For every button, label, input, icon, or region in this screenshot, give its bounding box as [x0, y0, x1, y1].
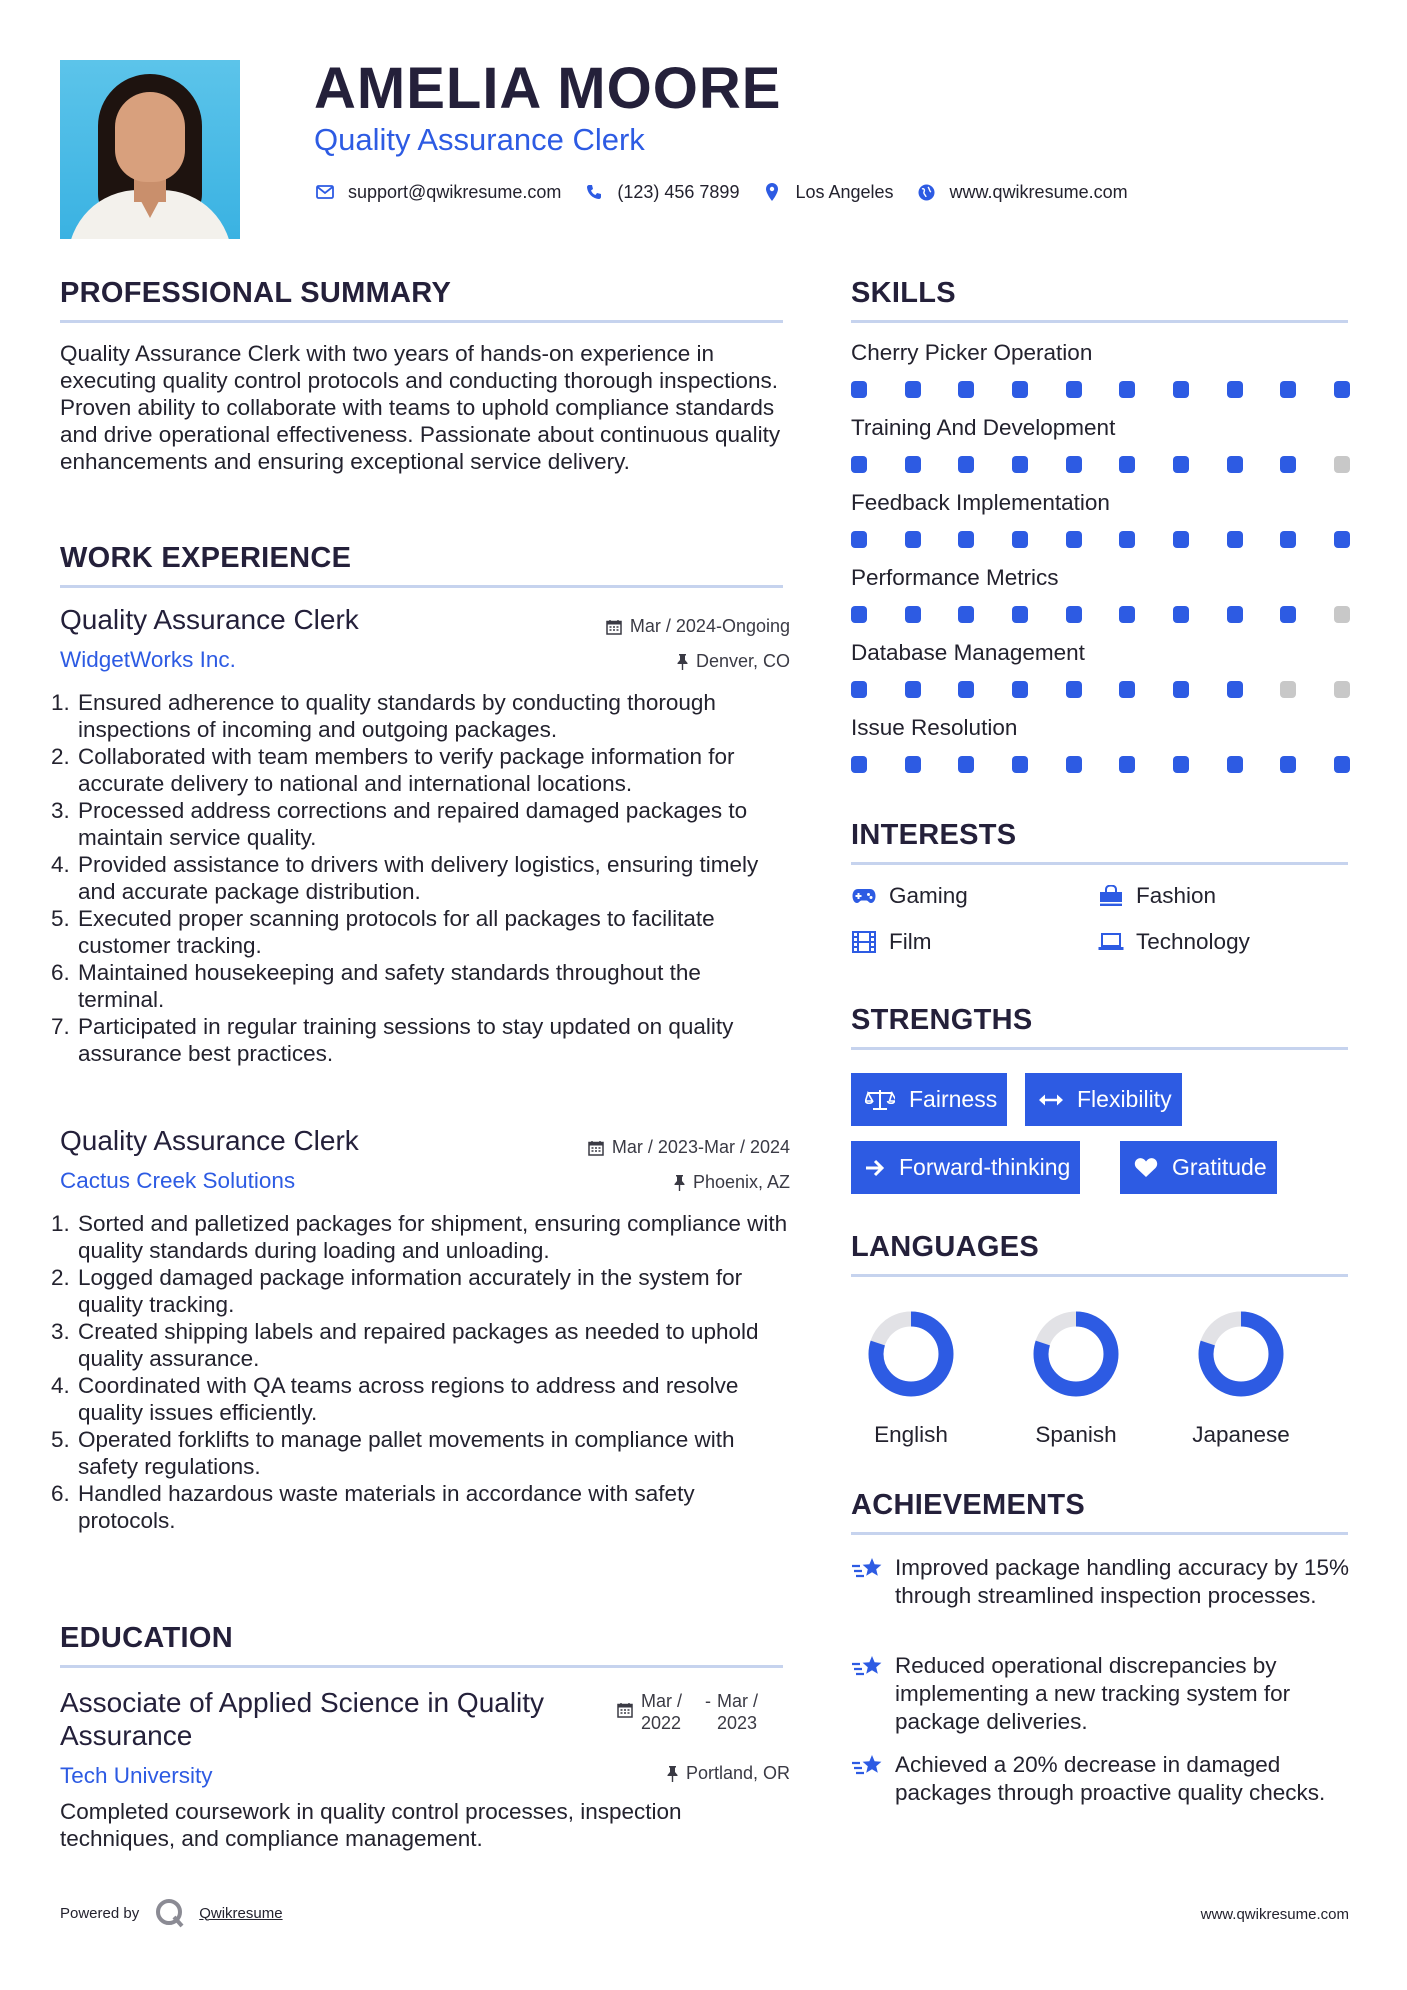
list-item: 1. Sorted and palletized packages for shipment, ensuring compliance with quality standards during loading and unloading.	[51, 1211, 788, 1263]
arrow-right-icon	[865, 1159, 885, 1177]
skills-divider	[851, 320, 1348, 323]
language-item	[1001, 1310, 1151, 1448]
achievement-item	[851, 1554, 1351, 1610]
experience-divider	[60, 585, 783, 588]
list-item: 4. Coordinated with QA teams across regions to address and resolve quality issues efficiently.	[51, 1373, 739, 1425]
achievement-item	[851, 1751, 1351, 1807]
rating-dot-filled	[1173, 756, 1189, 773]
rating-dot-filled	[1119, 756, 1135, 773]
rating-dot-filled	[1119, 531, 1135, 548]
skill-rating	[851, 606, 1350, 623]
location-text: Los Angeles	[795, 181, 894, 202]
interest-item-gaming	[851, 883, 968, 909]
shopping-bag-icon	[1098, 885, 1124, 907]
achievement-text: Achieved a 20% decrease in damaged packages through proactive quality checks.	[895, 1752, 1326, 1805]
rating-dot-filled	[1227, 681, 1243, 698]
education-heading: EDUCATION	[60, 1622, 233, 1654]
envelope-icon	[314, 185, 336, 199]
rating-dot-filled	[1066, 681, 1082, 698]
rating-dot-filled	[958, 756, 974, 773]
list-item: 6. Handled hazardous waste materials in accordance with safety protocols.	[51, 1481, 695, 1533]
summary-text: Quality Assurance Clerk with two years of hands-on experience in executing quality control protocols and conducting thorough inspections. Proven ability to collaborate with teams to uphold compliance standards and drive operational effectiveness. Passionate about continuous quality enhancements and ensuring exceptional service delivery.	[60, 341, 781, 474]
list-item: 7. Participated in regular training sessions to stay updated on quality assurance best practices.	[51, 1014, 734, 1066]
contact-phone[interactable]	[583, 182, 739, 203]
balance-scale-icon	[865, 1089, 895, 1111]
map-pin-icon	[761, 183, 783, 201]
phone-text: (123) 456 7899	[617, 181, 740, 202]
skill-name: Issue Resolution	[851, 715, 1018, 740]
language-name: English	[874, 1422, 948, 1447]
rating-dot-filled	[905, 681, 921, 698]
list-item: 2. Logged damaged package information accurately in the system for quality tracking.	[51, 1265, 743, 1317]
rating-dot-filled	[1173, 531, 1189, 548]
strength-chip-gratitude	[1120, 1141, 1277, 1194]
rating-dot-filled	[1173, 381, 1189, 398]
experience-heading: WORK EXPERIENCE	[60, 542, 352, 574]
job-date-text: Mar / 2024-Ongoing	[629, 616, 790, 636]
rating-dot-filled	[958, 681, 974, 698]
job-location-text: Phoenix, AZ	[692, 1172, 790, 1192]
rating-dot-empty	[1334, 456, 1350, 473]
laptop-icon	[1098, 933, 1124, 951]
interest-label: Film	[889, 929, 932, 954]
contact-email[interactable]	[314, 182, 561, 203]
interest-item-fashion	[1098, 883, 1216, 909]
strengths-heading: STRENGTHS	[851, 1004, 1033, 1036]
pushpin-icon	[674, 1175, 685, 1191]
summary-divider	[60, 320, 783, 323]
list-item: 6. Maintained housekeeping and safety standards throughout the terminal.	[51, 960, 701, 1012]
rating-dot-filled	[851, 606, 867, 623]
language-item	[1166, 1310, 1316, 1448]
skill-rating	[851, 531, 1350, 548]
rating-dot-empty	[1334, 681, 1350, 698]
date-separator: -	[705, 1691, 711, 1711]
list-item: 1. Ensured adherence to quality standards by conducting thorough inspections of incoming and outgoing packages.	[51, 690, 716, 742]
website-text: www.qwikresume.com	[949, 181, 1128, 202]
rating-dot-filled	[1227, 756, 1243, 773]
candidate-title: Quality Assurance Clerk	[314, 122, 645, 157]
email-text: support@qwikresume.com	[348, 181, 562, 202]
language-donut	[1197, 1310, 1285, 1398]
rating-dot-filled	[958, 456, 974, 473]
job-company[interactable]: Cactus Creek Solutions	[60, 1168, 296, 1193]
rating-dot-filled	[1227, 606, 1243, 623]
list-item: 4. Provided assistance to drivers with delivery logistics, ensuring timely and accurate package distribution.	[51, 852, 759, 904]
achievement-text: Reduced operational discrepancies by implementing a new tracking system for package deliveries.	[895, 1653, 1291, 1734]
shooting-star-icon	[851, 1652, 895, 1736]
strength-chip-fairness	[851, 1073, 1007, 1126]
powered-by-text: Powered by	[60, 1904, 140, 1922]
rating-dot-filled	[851, 756, 867, 773]
skill-name: Database Management	[851, 640, 1085, 665]
achievements-heading: ACHIEVEMENTS	[851, 1489, 1086, 1521]
rating-dot-filled	[905, 456, 921, 473]
rating-dot-filled	[1066, 606, 1082, 623]
rating-dot-filled	[1280, 531, 1296, 548]
phone-icon	[583, 184, 605, 200]
profile-photo	[60, 60, 240, 239]
rating-dot-filled	[1334, 381, 1350, 398]
job-location	[677, 651, 790, 672]
interest-item-technology	[1098, 929, 1250, 955]
rating-dot-filled	[1066, 756, 1082, 773]
rating-dot-filled	[1173, 606, 1189, 623]
list-item: 2. Collaborated with team members to verify package information for accurate delivery to national and international locations.	[51, 744, 735, 796]
calendar-icon	[606, 619, 622, 635]
degree-title: Associate of Applied Science in Quality Assurance	[60, 1687, 545, 1751]
languages-heading: LANGUAGES	[851, 1231, 1039, 1263]
education-start: Mar / 2022	[641, 1691, 683, 1733]
list-item: 3. Processed address corrections and repaired damaged packages to maintain service quality.	[51, 798, 748, 850]
film-icon	[851, 931, 877, 953]
summary-heading: PROFESSIONAL SUMMARY	[60, 277, 452, 309]
list-item: 3. Created shipping labels and repaired packages as needed to uphold quality assurance.	[51, 1319, 759, 1371]
language-name: Spanish	[1035, 1422, 1117, 1447]
job-date	[606, 616, 790, 637]
rating-dot-filled	[1066, 381, 1082, 398]
arrows-horizontal-icon	[1039, 1093, 1063, 1107]
languages-divider	[851, 1274, 1348, 1277]
strength-label: Forward-thinking	[899, 1154, 1071, 1180]
strength-label: Fairness	[909, 1086, 998, 1112]
rating-dot-filled	[1280, 456, 1296, 473]
footer-credit	[60, 1898, 283, 1928]
rating-dot-empty	[1280, 681, 1296, 698]
contact-bar	[314, 180, 1150, 204]
rating-dot-filled	[1173, 456, 1189, 473]
rating-dot-filled	[1227, 456, 1243, 473]
rating-dot-filled	[1119, 381, 1135, 398]
rating-dot-empty	[1334, 606, 1350, 623]
achievement-item	[851, 1652, 1351, 1736]
education-location	[667, 1763, 790, 1784]
language-name: Japanese	[1192, 1422, 1290, 1447]
education-divider	[60, 1665, 783, 1668]
rating-dot-filled	[851, 681, 867, 698]
strength-chip-flexibility	[1025, 1073, 1182, 1126]
shooting-star-icon	[851, 1554, 895, 1610]
rating-dot-filled	[958, 606, 974, 623]
education-description: Completed coursework in quality control processes, inspection techniques, and compliance management.	[60, 1799, 682, 1851]
job-company[interactable]: WidgetWorks Inc.	[60, 647, 236, 672]
job-location	[674, 1172, 790, 1193]
interests-divider	[851, 862, 1348, 865]
job-bullets	[51, 689, 790, 1067]
job-title: Quality Assurance Clerk	[60, 604, 359, 635]
brand-link[interactable]: Qwikresume	[199, 1904, 283, 1922]
rating-dot-filled	[1012, 606, 1028, 623]
rating-dot-filled	[1173, 681, 1189, 698]
rating-dot-filled	[905, 756, 921, 773]
calendar-icon	[617, 1702, 633, 1718]
candidate-name: AMELIA MOORE	[314, 56, 782, 121]
rating-dot-filled	[1227, 531, 1243, 548]
rating-dot-filled	[1119, 606, 1135, 623]
job-title: Quality Assurance Clerk	[60, 1125, 359, 1156]
job-date-text: Mar / 2023-Mar / 2024	[611, 1137, 790, 1157]
rating-dot-filled	[905, 381, 921, 398]
school-name[interactable]: Tech University	[60, 1763, 213, 1788]
shooting-star-icon	[851, 1751, 895, 1807]
interest-label: Gaming	[889, 883, 968, 908]
rating-dot-filled	[1012, 531, 1028, 548]
rating-dot-filled	[1227, 381, 1243, 398]
strength-label: Flexibility	[1077, 1086, 1172, 1112]
job-location-text: Denver, CO	[695, 651, 790, 671]
strength-chip-forward-thinking	[851, 1141, 1080, 1194]
pushpin-icon	[677, 654, 688, 670]
rating-dot-filled	[851, 381, 867, 398]
language-donut	[1032, 1310, 1120, 1398]
rating-dot-filled	[1066, 456, 1082, 473]
footer-website[interactable]: www.qwikresume.com	[1200, 1906, 1349, 1923]
skills-heading: SKILLS	[851, 277, 956, 309]
skill-rating	[851, 681, 1350, 698]
rating-dot-filled	[1280, 756, 1296, 773]
list-item: 5. Operated forklifts to manage pallet movements in compliance with safety regulations.	[51, 1427, 735, 1479]
rating-dot-filled	[1012, 381, 1028, 398]
rating-dot-filled	[851, 456, 867, 473]
rating-dot-filled	[1066, 531, 1082, 548]
rating-dot-filled	[1119, 681, 1135, 698]
rating-dot-filled	[905, 606, 921, 623]
list-item: 5. Executed proper scanning protocols for all packages to facilitate customer tracking.	[51, 906, 715, 958]
heart-icon	[1134, 1157, 1158, 1178]
job-bullets	[51, 1210, 790, 1534]
skill-rating	[851, 456, 1350, 473]
contact-website[interactable]	[916, 182, 1128, 203]
skill-name: Cherry Picker Operation	[851, 340, 1093, 365]
education-dates	[617, 1690, 771, 1734]
rating-dot-filled	[1012, 456, 1028, 473]
rating-dot-filled	[1334, 756, 1350, 773]
gamepad-icon	[851, 888, 877, 904]
contact-location	[761, 182, 893, 203]
education-location-text: Portland, OR	[685, 1763, 790, 1783]
job-date	[588, 1137, 790, 1158]
skill-rating	[851, 381, 1350, 398]
rating-dot-filled	[1334, 531, 1350, 548]
rating-dot-filled	[905, 531, 921, 548]
strength-label: Gratitude	[1172, 1154, 1267, 1180]
interest-item-film	[851, 929, 931, 955]
rating-dot-filled	[1280, 381, 1296, 398]
rating-dot-filled	[1119, 456, 1135, 473]
strengths-divider	[851, 1047, 1348, 1050]
achievement-text: Improved package handling accuracy by 15% through streamlined inspection processes.	[895, 1555, 1350, 1608]
achievements-divider	[851, 1532, 1348, 1535]
education-end: Mar / 2023	[717, 1691, 759, 1733]
rating-dot-filled	[851, 531, 867, 548]
interest-label: Technology	[1136, 929, 1250, 954]
rating-dot-filled	[958, 381, 974, 398]
globe-icon	[916, 184, 938, 201]
interest-label: Fashion	[1136, 883, 1217, 908]
skill-name: Training And Development	[851, 415, 1116, 440]
qwikresume-logo-icon	[155, 1898, 185, 1928]
rating-dot-filled	[1280, 606, 1296, 623]
calendar-icon	[588, 1140, 604, 1156]
skill-name: Feedback Implementation	[851, 490, 1110, 515]
rating-dot-filled	[1012, 756, 1028, 773]
rating-dot-filled	[958, 531, 974, 548]
pushpin-icon	[667, 1766, 678, 1782]
interests-heading: INTERESTS	[851, 819, 1017, 851]
language-donut	[867, 1310, 955, 1398]
skill-rating	[851, 756, 1350, 773]
language-item	[836, 1310, 986, 1448]
rating-dot-filled	[1012, 681, 1028, 698]
skill-name: Performance Metrics	[851, 565, 1059, 590]
